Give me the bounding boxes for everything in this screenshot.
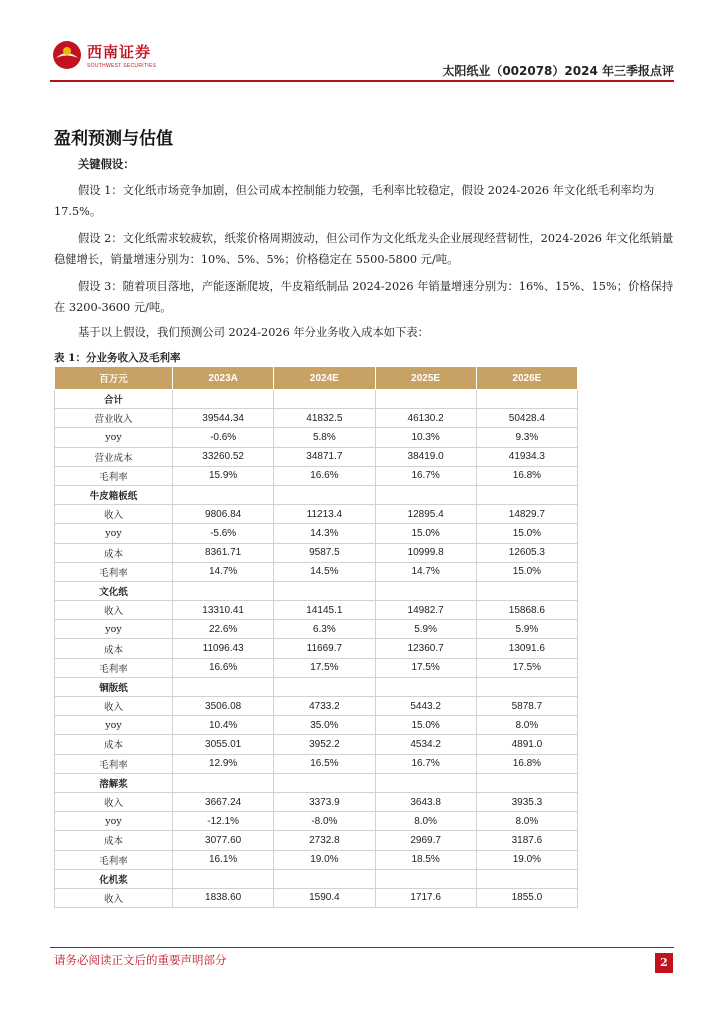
cell-value: 14.3% — [274, 524, 375, 543]
cell-value: 3055.01 — [173, 735, 274, 754]
cell-value: 15.0% — [476, 562, 577, 581]
cell-value: 35.0% — [274, 716, 375, 735]
cell-value: 16.8% — [476, 466, 577, 485]
cell-value: 11213.4 — [274, 505, 375, 524]
cell-value: 10.3% — [375, 428, 476, 447]
cell-value: 15.0% — [375, 524, 476, 543]
cell-value — [274, 773, 375, 792]
cell-value — [274, 485, 375, 504]
cell-value — [274, 581, 375, 600]
row-label: 牛皮箱板纸 — [55, 485, 173, 504]
cell-value: 38419.0 — [375, 447, 476, 466]
cell-value — [375, 677, 476, 696]
cell-value: 6.3% — [274, 620, 375, 639]
cell-value: 5.8% — [274, 428, 375, 447]
cell-value: 13310.41 — [173, 601, 274, 620]
row-label: 毛利率 — [55, 754, 173, 773]
row-label: 毛利率 — [55, 850, 173, 869]
cell-value: 15.0% — [476, 524, 577, 543]
cell-value — [476, 390, 577, 409]
cell-value: 3506.08 — [173, 697, 274, 716]
cell-value: 3667.24 — [173, 792, 274, 811]
cell-value — [274, 390, 375, 409]
table-row — [55, 543, 578, 562]
table-group-row — [55, 677, 578, 696]
table-row — [55, 428, 578, 447]
cell-value: 10999.8 — [375, 543, 476, 562]
disclaimer-note: 请务必阅读正文后的重要声明部分 — [54, 953, 227, 967]
table-group-row — [55, 773, 578, 792]
cell-value: 3643.8 — [375, 792, 476, 811]
cell-value: 5.9% — [476, 620, 577, 639]
table-row — [55, 850, 578, 869]
row-label: yoy — [55, 524, 173, 543]
row-label: 收入 — [55, 505, 173, 524]
cell-value: 46130.2 — [375, 409, 476, 428]
cell-value: 17.5% — [375, 658, 476, 677]
table-row — [55, 620, 578, 639]
page-header — [0, 0, 724, 80]
cell-value: 41832.5 — [274, 409, 375, 428]
cell-value: 1838.60 — [173, 888, 274, 907]
cell-value: 14145.1 — [274, 601, 375, 620]
row-label: 收入 — [55, 792, 173, 811]
cell-value: 3077.60 — [173, 831, 274, 850]
cell-value: 18.5% — [375, 850, 476, 869]
cell-value: 39544.34 — [173, 409, 274, 428]
header-2026e: 2026E — [476, 367, 577, 390]
table-row — [55, 466, 578, 485]
cell-value: 15.0% — [375, 716, 476, 735]
cell-value — [173, 677, 274, 696]
header-2023a: 2023A — [173, 367, 274, 390]
table-group-row — [55, 581, 578, 600]
row-label: yoy — [55, 716, 173, 735]
table-row — [55, 601, 578, 620]
row-label: 收入 — [55, 697, 173, 716]
cell-value — [375, 869, 476, 888]
cell-value — [476, 869, 577, 888]
cell-value: 3935.3 — [476, 792, 577, 811]
row-label: yoy — [55, 620, 173, 639]
cell-value: 8361.71 — [173, 543, 274, 562]
cell-value: 9.3% — [476, 428, 577, 447]
cell-value: 50428.4 — [476, 409, 577, 428]
cell-value: -8.0% — [274, 812, 375, 831]
cell-value: 12605.3 — [476, 543, 577, 562]
table-row — [55, 831, 578, 850]
key-assumptions-label: 关键假设： — [78, 157, 135, 171]
cell-value: 3373.9 — [274, 792, 375, 811]
cell-value: 16.6% — [274, 466, 375, 485]
assumption-2: 假设 2：文化纸需求较疲软，纸浆价格周期波动，但公司作为文化纸龙头企业展现经营韧性，2024-2026 年文化纸销量稳健增长，销量增速分别为：10%、5%、5%；价格稳定在 5500-5800 元/吨。 — [54, 232, 674, 266]
cell-value: 2732.8 — [274, 831, 375, 850]
table-caption: 表 1：分业务收入及毛利率 — [54, 352, 181, 364]
section-title: 盈利预测与估值 — [54, 129, 173, 149]
cell-value: 14.7% — [375, 562, 476, 581]
row-label: 营业成本 — [55, 447, 173, 466]
footer-divider — [50, 947, 674, 948]
cell-value: 9806.84 — [173, 505, 274, 524]
assumption-3: 假设 3：随着项目落地，产能逐渐爬坡，牛皮箱纸制品 2024-2026 年销量增速分别为：16%、15%、15%；价格保持在 3200-3600 元/吨。 — [54, 280, 674, 314]
row-label: 成本 — [55, 735, 173, 754]
logo-text-en: SOUTHWEST SECURITIES — [87, 63, 157, 69]
cell-value: 22.6% — [173, 620, 274, 639]
cell-value — [476, 581, 577, 600]
cell-value: 3952.2 — [274, 735, 375, 754]
cell-value: 2969.7 — [375, 831, 476, 850]
cell-value: 15868.6 — [476, 601, 577, 620]
table-group-row — [55, 869, 578, 888]
cell-value: 8.0% — [476, 812, 577, 831]
cell-value: 16.7% — [375, 754, 476, 773]
cell-value: 1855.0 — [476, 888, 577, 907]
header-2024e: 2024E — [274, 367, 375, 390]
cell-value — [173, 390, 274, 409]
cell-value: 16.1% — [173, 850, 274, 869]
intro-sentence: 基于以上假设，我们预测公司 2024-2026 年分业务收入成本如下表： — [78, 326, 429, 339]
cell-value — [173, 869, 274, 888]
cell-value: 14829.7 — [476, 505, 577, 524]
cell-value: -12.1% — [173, 812, 274, 831]
table-row — [55, 716, 578, 735]
row-label: 毛利率 — [55, 466, 173, 485]
cell-value — [375, 581, 476, 600]
table-body — [55, 390, 578, 908]
cell-value: 5.9% — [375, 620, 476, 639]
row-label: 文化纸 — [55, 581, 173, 600]
row-label: 合计 — [55, 390, 173, 409]
header-unit: 百万元 — [55, 367, 173, 390]
cell-value: 16.8% — [476, 754, 577, 773]
table-row — [55, 697, 578, 716]
table-header-row — [55, 367, 578, 390]
table-row — [55, 505, 578, 524]
table-row — [55, 409, 578, 428]
row-label: 收入 — [55, 601, 173, 620]
cell-value — [476, 677, 577, 696]
cell-value: 14.7% — [173, 562, 274, 581]
table-row — [55, 639, 578, 658]
company-logo — [52, 40, 162, 74]
cell-value — [476, 485, 577, 504]
cell-value: 3187.6 — [476, 831, 577, 850]
table-row — [55, 888, 578, 907]
cell-value: 12360.7 — [375, 639, 476, 658]
table-row — [55, 658, 578, 677]
cell-value: 16.6% — [173, 658, 274, 677]
cell-value — [274, 677, 375, 696]
cell-value: 16.7% — [375, 466, 476, 485]
cell-value — [173, 581, 274, 600]
table-row — [55, 447, 578, 466]
cell-value: 13091.6 — [476, 639, 577, 658]
table-row — [55, 735, 578, 754]
table-row — [55, 812, 578, 831]
cell-value: 5443.2 — [375, 697, 476, 716]
row-label: 化机浆 — [55, 869, 173, 888]
cell-value — [375, 390, 476, 409]
cell-value — [173, 485, 274, 504]
cell-value: 19.0% — [476, 850, 577, 869]
table-row — [55, 524, 578, 543]
report-title: 太阳纸业（002078）2024 年三季报点评 — [442, 64, 674, 78]
cell-value: 4534.2 — [375, 735, 476, 754]
header-divider — [50, 80, 674, 82]
cell-value: 12.9% — [173, 754, 274, 773]
cell-value: 33260.52 — [173, 447, 274, 466]
table-row — [55, 754, 578, 773]
revenue-margin-table — [54, 366, 578, 908]
cell-value: 17.5% — [476, 658, 577, 677]
cell-value: 1717.6 — [375, 888, 476, 907]
cell-value: -0.6% — [173, 428, 274, 447]
row-label: 毛利率 — [55, 562, 173, 581]
cell-value: 16.5% — [274, 754, 375, 773]
cell-value: 8.0% — [375, 812, 476, 831]
cell-value: 14982.7 — [375, 601, 476, 620]
cell-value — [173, 773, 274, 792]
assumption-1: 假设 1：文化纸市场竞争加剧，但公司成本控制能力较强，毛利率比较稳定，假设 2024-2026 年文化纸毛利率均为 17.5%。 — [54, 184, 655, 218]
table-row — [55, 562, 578, 581]
page-number: 2 — [655, 953, 673, 973]
cell-value: 4891.0 — [476, 735, 577, 754]
cell-value: 4733.2 — [274, 697, 375, 716]
cell-value: 17.5% — [274, 658, 375, 677]
row-label: 收入 — [55, 888, 173, 907]
row-label: 成本 — [55, 639, 173, 658]
cell-value: 15.9% — [173, 466, 274, 485]
row-label: 营业收入 — [55, 409, 173, 428]
table-group-row — [55, 485, 578, 504]
row-label: yoy — [55, 812, 173, 831]
row-label: 溶解浆 — [55, 773, 173, 792]
row-label: 毛利率 — [55, 658, 173, 677]
cell-value: 10.4% — [173, 716, 274, 735]
table-row — [55, 792, 578, 811]
cell-value: 8.0% — [476, 716, 577, 735]
cell-value: 12895.4 — [375, 505, 476, 524]
cell-value — [375, 773, 476, 792]
cell-value: -5.6% — [173, 524, 274, 543]
header-2025e: 2025E — [375, 367, 476, 390]
cell-value: 1590.4 — [274, 888, 375, 907]
cell-value — [476, 773, 577, 792]
row-label: 铜版纸 — [55, 677, 173, 696]
cell-value — [274, 869, 375, 888]
cell-value: 11096.43 — [173, 639, 274, 658]
cell-value: 5878.7 — [476, 697, 577, 716]
row-label: 成本 — [55, 543, 173, 562]
cell-value: 9587.5 — [274, 543, 375, 562]
cell-value — [375, 485, 476, 504]
row-label: 成本 — [55, 831, 173, 850]
logo-mark-icon — [52, 40, 82, 70]
table-group-row — [55, 390, 578, 409]
cell-value: 41934.3 — [476, 447, 577, 466]
cell-value: 34871.7 — [274, 447, 375, 466]
cell-value: 11669.7 — [274, 639, 375, 658]
cell-value: 19.0% — [274, 850, 375, 869]
row-label: yoy — [55, 428, 173, 447]
logo-text-cn: 西南证券 — [87, 43, 152, 61]
cell-value: 14.5% — [274, 562, 375, 581]
